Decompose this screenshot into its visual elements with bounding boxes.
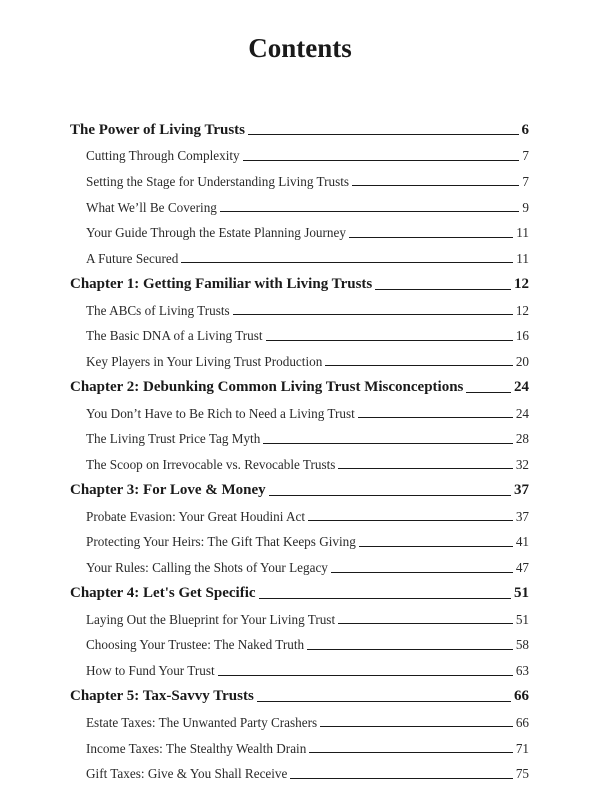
leader-line <box>290 778 512 779</box>
toc-page-number: 16 <box>515 328 529 344</box>
toc-entry-title: Chapter 2: Debunking Common Living Trust Misconceptions <box>70 379 464 396</box>
toc-entry-title: Chapter 5: Tax-Savvy Trusts <box>70 688 254 705</box>
toc-entry-title: Setting the Stage for Understanding Living Trusts <box>86 173 350 189</box>
leader-line <box>259 598 511 599</box>
leader-line <box>325 365 513 366</box>
leader-line <box>331 572 513 573</box>
toc-section-entry[interactable] <box>70 551 529 577</box>
leader-line <box>257 701 511 702</box>
leader-line <box>309 752 513 753</box>
toc-section-entry[interactable] <box>70 731 529 757</box>
toc-section-entry[interactable] <box>70 706 529 732</box>
toc-section-entry[interactable] <box>70 190 529 216</box>
toc-section-entry[interactable] <box>70 397 529 423</box>
toc-entry-title: The ABCs of Living Trusts <box>86 302 230 318</box>
toc-page-number: 7 <box>522 173 529 189</box>
toc-page-number: 75 <box>515 766 529 782</box>
toc-section-entry[interactable] <box>70 139 529 165</box>
toc-chapter-entry[interactable] <box>70 370 529 396</box>
toc-entry-title: The Basic DNA of a Living Trust <box>86 328 263 344</box>
toc-entry-title: Choosing Your Trustee: The Naked Truth <box>86 637 305 653</box>
toc-page-number: 6 <box>521 121 529 138</box>
leader-line <box>307 649 513 650</box>
leader-line <box>349 237 513 238</box>
toc-page-number: 37 <box>515 508 529 524</box>
leader-line <box>352 185 519 186</box>
toc-entry-title: Chapter 3: For Love & Money <box>70 482 266 499</box>
leader-line <box>269 495 511 496</box>
toc-page-number: 7 <box>522 148 529 164</box>
toc-page-number: 51 <box>514 585 529 602</box>
toc-entry-title: A Future Secured <box>86 250 179 266</box>
leader-line <box>248 134 518 135</box>
leader-line <box>359 546 513 547</box>
leader-line <box>266 340 513 341</box>
toc-section-entry[interactable] <box>70 345 529 371</box>
toc-chapter-entry[interactable] <box>70 577 529 603</box>
toc-section-entry[interactable] <box>70 757 529 783</box>
toc-entry-title: Chapter 4: Let's Get Specific <box>70 585 256 602</box>
toc-page-number: 12 <box>514 276 529 293</box>
leader-line <box>338 468 512 469</box>
toc-page-number: 66 <box>514 688 529 705</box>
toc-page-number: 11 <box>516 250 529 266</box>
toc-page-number: 47 <box>515 559 529 575</box>
toc-section-entry[interactable] <box>70 165 529 191</box>
toc-page-number: 20 <box>515 353 529 369</box>
toc-page-number: 71 <box>515 740 529 756</box>
toc-entry-title: Your Rules: Calling the Shots of Your Legacy <box>86 559 328 575</box>
toc-page-number: 37 <box>514 482 529 499</box>
leader-line <box>320 726 513 727</box>
toc-section-entry[interactable] <box>70 422 529 448</box>
toc-entry-title: The Living Trust Price Tag Myth <box>86 431 261 447</box>
toc-entry-title: Cutting Through Complexity <box>86 148 240 164</box>
leader-line <box>338 623 513 624</box>
leader-line <box>220 211 520 212</box>
toc-entry-title: Your Guide Through the Estate Planning Journey <box>86 225 346 241</box>
toc-page-number: 24 <box>514 379 529 396</box>
toc-entry-title: Probate Evasion: Your Great Houdini Act <box>86 508 306 524</box>
leader-line <box>233 314 513 315</box>
toc-page-number: 58 <box>515 637 529 653</box>
toc-page-number: 11 <box>516 225 529 241</box>
toc-page-number: 41 <box>515 534 529 550</box>
toc-chapter-entry[interactable] <box>70 473 529 499</box>
leader-line <box>243 160 520 161</box>
toc-entry-title: You Don’t Have to Be Rich to Need a Living Trust <box>86 405 355 421</box>
leader-line <box>218 675 513 676</box>
toc-page-number: 28 <box>515 431 529 447</box>
toc-entry-title: What We’ll Be Covering <box>86 199 217 215</box>
toc-page-number: 9 <box>522 199 529 215</box>
page-title: Contents <box>248 33 352 63</box>
toc-entry-title: Protecting Your Heirs: The Gift That Keeps Giving <box>86 534 356 550</box>
toc-page-number: 12 <box>515 302 529 318</box>
toc-page-number: 63 <box>515 663 529 679</box>
toc-section-entry[interactable] <box>70 500 529 526</box>
toc-chapter-entry[interactable] <box>70 680 529 706</box>
toc-section-entry[interactable] <box>70 654 529 680</box>
toc-entry-title: Key Players in Your Living Trust Production <box>86 353 323 369</box>
toc-entry-title: The Power of Living Trusts <box>70 121 246 138</box>
leader-line <box>358 417 513 418</box>
toc-entry-title: Gift Taxes: Give & You Shall Receive <box>86 766 288 782</box>
toc-section-entry[interactable] <box>70 603 529 629</box>
toc-entry-title: Laying Out the Blueprint for Your Living Trust <box>86 611 336 627</box>
toc-chapter-entry[interactable] <box>70 113 529 139</box>
leader-line <box>308 520 513 521</box>
toc-section-entry[interactable] <box>70 525 529 551</box>
toc-section-entry[interactable] <box>70 448 529 474</box>
toc-section-entry[interactable] <box>70 216 529 242</box>
toc-section-entry[interactable] <box>70 319 529 345</box>
table-of-contents <box>70 113 529 783</box>
toc-page-number: 32 <box>515 456 529 472</box>
toc-section-entry[interactable] <box>70 628 529 654</box>
toc-page-number: 51 <box>515 611 529 627</box>
toc-page-number: 66 <box>515 714 529 730</box>
toc-page-number: 24 <box>515 405 529 421</box>
toc-entry-title: Chapter 1: Getting Familiar with Living Trusts <box>70 276 373 293</box>
toc-entry-title: Income Taxes: The Stealthy Wealth Drain <box>86 740 307 756</box>
toc-section-entry[interactable] <box>70 242 529 268</box>
leader-line <box>375 289 511 290</box>
toc-section-entry[interactable] <box>70 294 529 320</box>
leader-line <box>181 262 513 263</box>
toc-entry-title: The Scoop on Irrevocable vs. Revocable Trusts <box>86 456 336 472</box>
toc-entry-title: Estate Taxes: The Unwanted Party Crashers <box>86 714 318 730</box>
toc-chapter-entry[interactable] <box>70 267 529 293</box>
leader-line <box>466 392 511 393</box>
leader-line <box>263 443 513 444</box>
toc-entry-title: How to Fund Your Trust <box>86 663 215 679</box>
